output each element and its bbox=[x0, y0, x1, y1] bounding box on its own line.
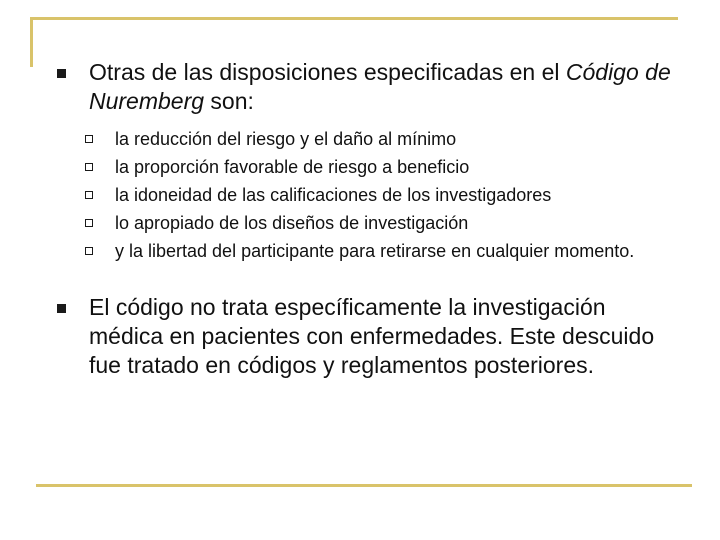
sub-bullet-item bbox=[56, 209, 686, 237]
sub-bullet-item bbox=[56, 153, 686, 181]
bullet-item-2 bbox=[56, 293, 686, 380]
sub-bullet-text: la idoneidad de las calificaciones de los investigadores bbox=[115, 185, 552, 205]
bullet-item-1 bbox=[56, 58, 686, 116]
sub-bullet-item bbox=[56, 237, 686, 265]
frame-left-line bbox=[30, 17, 33, 67]
hollow-square-bullet-icon bbox=[85, 163, 93, 171]
bullet-item-1-text: Otras de las disposiciones especificadas en el Código de Nuremberg son: bbox=[89, 59, 671, 114]
hollow-square-bullet-icon bbox=[85, 247, 93, 255]
hollow-square-bullet-icon bbox=[85, 135, 93, 143]
sub-bullet-list bbox=[56, 125, 686, 265]
sub-bullet-text: la reducción del riesgo y el daño al mínimo bbox=[115, 129, 457, 149]
hollow-square-bullet-icon bbox=[85, 191, 93, 199]
sub-bullet-text: la proporción favorable de riesgo a beneficio bbox=[115, 157, 470, 177]
slide-content bbox=[56, 58, 686, 380]
sub-bullet-item bbox=[56, 181, 686, 209]
sub-bullet-text: lo apropiado de los diseños de investigación bbox=[115, 213, 469, 233]
hollow-square-bullet-icon bbox=[85, 219, 93, 227]
sub-bullet-item bbox=[56, 125, 686, 153]
sub-bullet-text: y la libertad del participante para retirarse en cualquier momento. bbox=[115, 241, 635, 261]
square-bullet-icon bbox=[57, 69, 66, 78]
frame-top-line bbox=[30, 17, 678, 20]
square-bullet-icon bbox=[57, 304, 66, 313]
bullet-item-2-text: El código no trata específicamente la investigación médica en pacientes con enfermedades. Este descuido fue tratado en códigos y reglamentos posteriores. bbox=[89, 294, 655, 378]
frame-bottom-line bbox=[36, 484, 692, 487]
